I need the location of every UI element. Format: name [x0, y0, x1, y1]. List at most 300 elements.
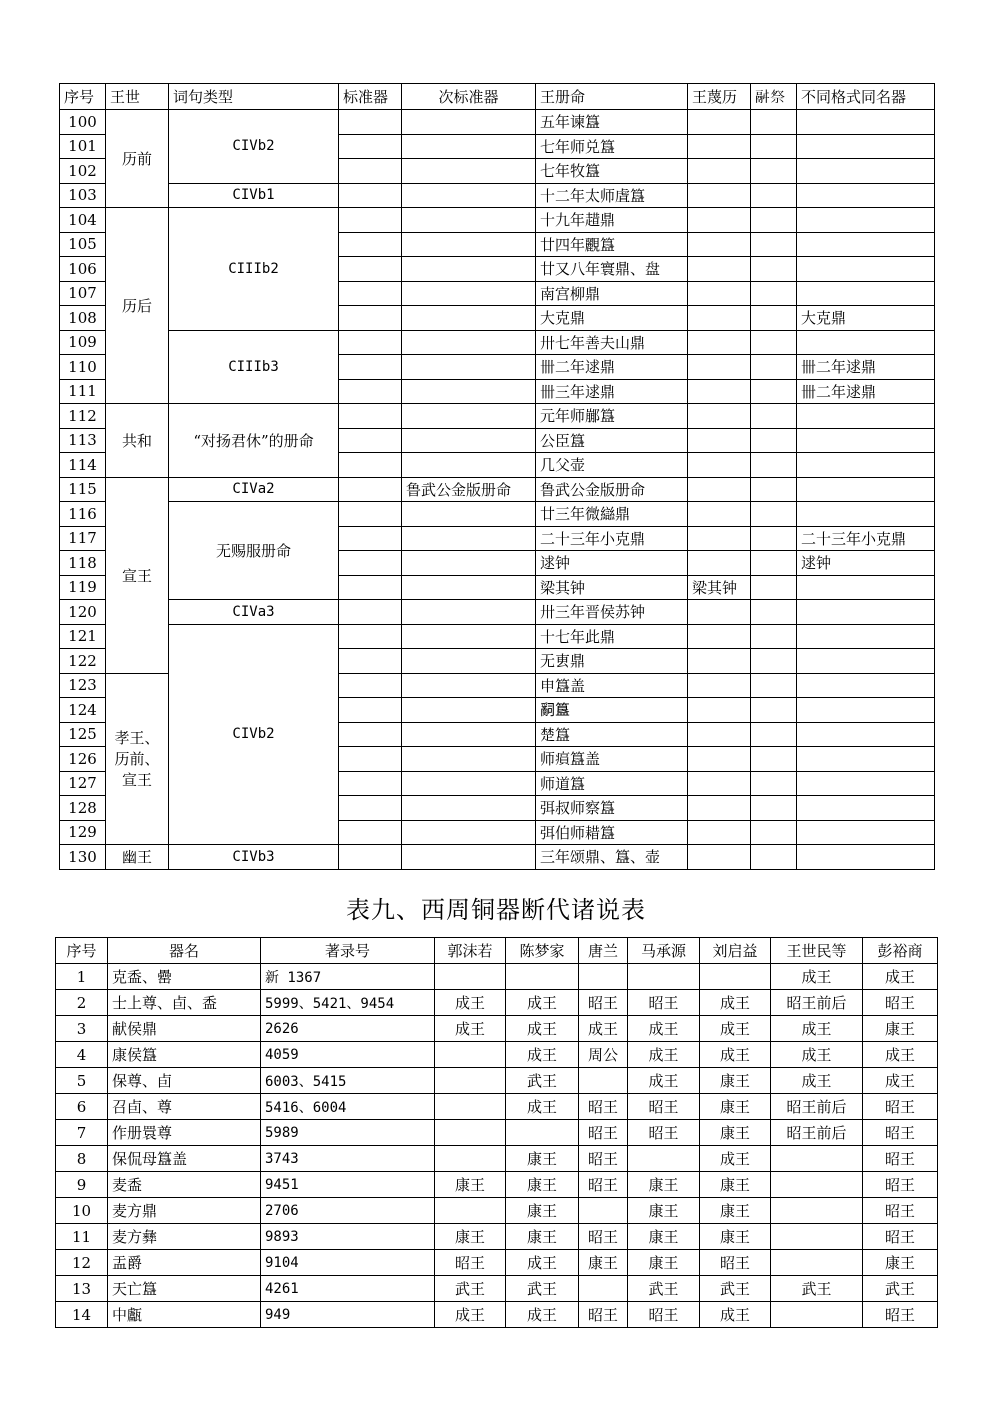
table-cell — [402, 257, 536, 282]
table-cell — [797, 453, 935, 478]
row-number: 111 — [60, 379, 106, 404]
table-cell — [751, 208, 797, 233]
dating-cell: 武王 — [863, 1276, 938, 1302]
table2-header-row — [56, 938, 938, 964]
row-number: 106 — [60, 257, 106, 282]
table2-body — [56, 964, 938, 1328]
table-cell — [402, 820, 536, 845]
table-cell — [688, 232, 751, 257]
catalog-number-cell: 5989 — [261, 1120, 435, 1146]
row-number: 123 — [60, 673, 106, 698]
table-cell — [797, 428, 935, 453]
row-number: 113 — [60, 428, 106, 453]
table-cell — [751, 330, 797, 355]
row-number: 108 — [60, 306, 106, 331]
header-cell: 彭裕商 — [863, 938, 938, 964]
dating-cell: 康王 — [628, 1250, 700, 1276]
table-cell — [751, 134, 797, 159]
header-cell: 陈梦家 — [506, 938, 579, 964]
dating-cell: 成王 — [628, 1042, 700, 1068]
table-cell — [688, 306, 751, 331]
table-row — [60, 330, 935, 355]
dating-cell — [435, 1042, 506, 1068]
table-cell: 申簋盖 — [536, 673, 688, 698]
row-number: 124 — [60, 698, 106, 723]
table-cell — [797, 747, 935, 772]
table-cell — [688, 379, 751, 404]
table-cell — [402, 698, 536, 723]
table-dating-opinions — [55, 937, 938, 1328]
table-cell — [751, 159, 797, 184]
table-cell — [339, 796, 402, 821]
table-cell — [797, 796, 935, 821]
dating-cell: 成王 — [771, 1068, 863, 1094]
row-number: 8 — [56, 1146, 108, 1172]
row-number: 10 — [56, 1198, 108, 1224]
dating-cell — [435, 1198, 506, 1224]
dating-cell: 昭王 — [863, 1198, 938, 1224]
table-cell — [402, 453, 536, 478]
table-cell — [339, 771, 402, 796]
table-row — [56, 990, 938, 1016]
table-cell: 元年师䣙簋 — [536, 404, 688, 429]
table-cell — [402, 845, 536, 870]
dating-cell: 武王 — [506, 1068, 579, 1094]
table-cell: 廿三年微䜌鼎 — [536, 502, 688, 527]
table-cell — [751, 796, 797, 821]
header-cell: 𩰫祭 — [751, 84, 797, 110]
dating-cell: 昭王 — [628, 1120, 700, 1146]
row-number: 105 — [60, 232, 106, 257]
table-cell — [688, 698, 751, 723]
phrase-type-cell: CIIIb3 — [169, 330, 339, 404]
dating-cell — [435, 964, 506, 990]
dating-cell: 成王 — [771, 1042, 863, 1068]
row-number: 5 — [56, 1068, 108, 1094]
vessel-name-cell: 献侯鼎 — [108, 1016, 261, 1042]
table-cell — [402, 379, 536, 404]
dating-cell: 成王 — [506, 1094, 579, 1120]
row-number: 7 — [56, 1120, 108, 1146]
header-cell: 标准器 — [339, 84, 402, 110]
dating-cell — [506, 964, 579, 990]
table-cell — [402, 281, 536, 306]
catalog-number-cell: 9451 — [261, 1172, 435, 1198]
table-cell — [339, 820, 402, 845]
row-number: 14 — [56, 1302, 108, 1328]
table-cell — [751, 453, 797, 478]
table-cell — [751, 820, 797, 845]
table-cell — [402, 673, 536, 698]
dating-cell: 昭王前后 — [771, 1120, 863, 1146]
header-cell: 王世 — [106, 84, 169, 110]
table-cell — [797, 502, 935, 527]
table-row — [56, 1250, 938, 1276]
header-cell: 器名 — [108, 938, 261, 964]
dating-cell — [579, 1198, 628, 1224]
dating-cell: 武王 — [628, 1276, 700, 1302]
dating-cell: 康王 — [863, 1016, 938, 1042]
dating-cell: 成王 — [579, 1016, 628, 1042]
table-cell — [751, 698, 797, 723]
table-cell: 二十三年小克鼎 — [536, 526, 688, 551]
vessel-name-cell: 中甗 — [108, 1302, 261, 1328]
table-cell: 七年牧簋 — [536, 159, 688, 184]
row-number: 128 — [60, 796, 106, 821]
table-cell — [339, 845, 402, 870]
table-cell — [688, 428, 751, 453]
table-cell: 梁其钟 — [536, 575, 688, 600]
table-cell — [402, 134, 536, 159]
catalog-number-cell: 9104 — [261, 1250, 435, 1276]
dating-cell: 昭王 — [579, 990, 628, 1016]
table-cell: 二十三年小克鼎 — [797, 526, 935, 551]
table-cell — [797, 232, 935, 257]
table-cell — [797, 477, 935, 502]
table-cell: 𤔲簋 — [536, 698, 688, 723]
dating-cell — [579, 1068, 628, 1094]
table-cell: 十九年趞鼎 — [536, 208, 688, 233]
table-cell — [402, 355, 536, 380]
header-cell: 次标准器 — [402, 84, 536, 110]
table-cell: 七年师兑簋 — [536, 134, 688, 159]
phrase-type-cell: CIVa2 — [169, 477, 339, 502]
table-cell: 卌三年逑鼎 — [536, 379, 688, 404]
table-cell — [688, 600, 751, 625]
vessel-name-cell: 保尊、卣 — [108, 1068, 261, 1094]
table-cell — [339, 428, 402, 453]
dating-cell: 昭王 — [863, 1094, 938, 1120]
table-cell — [688, 771, 751, 796]
table-cell — [688, 796, 751, 821]
dating-cell: 成王 — [700, 1016, 771, 1042]
catalog-number-cell: 2626 — [261, 1016, 435, 1042]
table-cell — [688, 624, 751, 649]
row-number: 125 — [60, 722, 106, 747]
dating-cell — [771, 1250, 863, 1276]
table-row — [56, 1068, 938, 1094]
table-cell: 逑钟 — [797, 551, 935, 576]
dating-cell: 成王 — [506, 1250, 579, 1276]
table-cell — [751, 404, 797, 429]
row-number: 122 — [60, 649, 106, 674]
header-cell: 唐兰 — [579, 938, 628, 964]
table-cell — [402, 502, 536, 527]
table-cell — [797, 600, 935, 625]
dating-cell — [771, 1224, 863, 1250]
header-cell: 王册命 — [536, 84, 688, 110]
table-cell — [402, 159, 536, 184]
catalog-number-cell: 3743 — [261, 1146, 435, 1172]
table-cell — [797, 820, 935, 845]
row-number: 101 — [60, 134, 106, 159]
table-cell — [339, 208, 402, 233]
table1-body — [60, 110, 935, 870]
row-number: 6 — [56, 1094, 108, 1120]
dating-cell: 康王 — [863, 1250, 938, 1276]
table-cell — [751, 477, 797, 502]
dating-cell — [435, 1068, 506, 1094]
table-cell: 楚簋 — [536, 722, 688, 747]
phrase-type-cell: 无赐服册命 — [169, 502, 339, 600]
table-cell — [339, 502, 402, 527]
table-row — [60, 110, 935, 135]
table-row — [56, 1224, 938, 1250]
dating-cell: 昭王 — [863, 1172, 938, 1198]
dating-cell: 康王 — [506, 1146, 579, 1172]
table-cell — [339, 232, 402, 257]
row-number: 1 — [56, 964, 108, 990]
row-number: 13 — [56, 1276, 108, 1302]
table-cell — [402, 624, 536, 649]
table-row — [60, 600, 935, 625]
table-cell: 十二年太师虘簋 — [536, 183, 688, 208]
table-cell — [339, 110, 402, 135]
dating-cell: 昭王 — [700, 1250, 771, 1276]
table-cell — [751, 428, 797, 453]
phrase-type-cell: “对扬君休”的册命 — [169, 404, 339, 478]
dating-cell: 昭王 — [863, 1224, 938, 1250]
table-cell — [751, 649, 797, 674]
table-cell — [797, 208, 935, 233]
dating-cell: 昭王 — [863, 1120, 938, 1146]
catalog-number-cell: 新 1367 — [261, 964, 435, 990]
table-cell — [402, 649, 536, 674]
dating-cell: 成王 — [435, 990, 506, 1016]
table-cell — [797, 673, 935, 698]
king-period-cell: 历后 — [106, 208, 169, 404]
table-cell — [688, 845, 751, 870]
vessel-name-cell: 克盉、罍 — [108, 964, 261, 990]
table-cell — [751, 355, 797, 380]
table-cell — [797, 771, 935, 796]
table-row — [60, 502, 935, 527]
table-cell — [339, 673, 402, 698]
table-cell — [751, 722, 797, 747]
table-cell: 逑钟 — [536, 551, 688, 576]
table-cell — [688, 453, 751, 478]
table-row — [56, 1198, 938, 1224]
catalog-number-cell: 6003、5415 — [261, 1068, 435, 1094]
table-cell — [339, 624, 402, 649]
table-cell — [751, 281, 797, 306]
table-cell — [402, 428, 536, 453]
table-cell — [797, 110, 935, 135]
catalog-number-cell: 4059 — [261, 1042, 435, 1068]
table-cell: 卅三年晋侯苏钟 — [536, 600, 688, 625]
phrase-type-cell: CIVb3 — [169, 845, 339, 870]
table-cell: 鲁武公金版册命 — [402, 477, 536, 502]
header-cell: 序号 — [56, 938, 108, 964]
table-cell: 师道簋 — [536, 771, 688, 796]
row-number: 120 — [60, 600, 106, 625]
row-number: 112 — [60, 404, 106, 429]
dating-cell: 昭王 — [628, 1094, 700, 1120]
catalog-number-cell: 4261 — [261, 1276, 435, 1302]
header-cell: 刘启益 — [700, 938, 771, 964]
table-cell — [688, 404, 751, 429]
table-cell: 鲁武公金版册命 — [536, 477, 688, 502]
table-cell — [339, 649, 402, 674]
dating-cell — [771, 1172, 863, 1198]
table-cell — [402, 330, 536, 355]
dating-cell: 成王 — [863, 1042, 938, 1068]
table-cell — [797, 159, 935, 184]
row-number: 119 — [60, 575, 106, 600]
row-number: 121 — [60, 624, 106, 649]
table-cell — [402, 575, 536, 600]
header-cell: 马承源 — [628, 938, 700, 964]
table-row — [60, 477, 935, 502]
table-row — [56, 1302, 938, 1328]
table-cell: 卌二年逑鼎 — [797, 379, 935, 404]
table-cell — [402, 526, 536, 551]
table-cell — [797, 624, 935, 649]
table-cell — [751, 183, 797, 208]
vessel-name-cell: 麦方彝 — [108, 1224, 261, 1250]
row-number: 4 — [56, 1042, 108, 1068]
table-cell: 南宫柳鼎 — [536, 281, 688, 306]
table-row — [56, 1094, 938, 1120]
dating-cell — [579, 1276, 628, 1302]
catalog-number-cell: 949 — [261, 1302, 435, 1328]
table-cell — [688, 649, 751, 674]
dating-cell: 康王 — [700, 1224, 771, 1250]
table-cell — [339, 453, 402, 478]
table-cell — [339, 330, 402, 355]
header-cell: 不同格式同名器 — [797, 84, 935, 110]
dating-cell: 昭王 — [579, 1224, 628, 1250]
table-cell — [751, 257, 797, 282]
table-cell — [797, 575, 935, 600]
dating-cell: 昭王 — [863, 1302, 938, 1328]
table-cell — [402, 551, 536, 576]
dating-cell — [628, 1146, 700, 1172]
table-cell — [402, 232, 536, 257]
header-cell: 郭沫若 — [435, 938, 506, 964]
table-cell: 五年谏簋 — [536, 110, 688, 135]
table-cell: 无叀鼎 — [536, 649, 688, 674]
row-number: 127 — [60, 771, 106, 796]
table-cell — [688, 281, 751, 306]
table-cell — [797, 257, 935, 282]
dating-cell — [579, 964, 628, 990]
row-number: 115 — [60, 477, 106, 502]
catalog-number-cell: 5416、6004 — [261, 1094, 435, 1120]
dating-cell: 昭王 — [628, 990, 700, 1016]
table-cell — [751, 624, 797, 649]
dating-cell — [771, 1302, 863, 1328]
row-number: 116 — [60, 502, 106, 527]
table-cell — [339, 698, 402, 723]
dating-cell — [435, 1146, 506, 1172]
dating-cell: 武王 — [506, 1276, 579, 1302]
table-cell — [339, 379, 402, 404]
table-cell: 梁其钟 — [688, 575, 751, 600]
table-row — [60, 624, 935, 649]
dating-cell: 成王 — [863, 964, 938, 990]
table-cell — [339, 551, 402, 576]
table-cell — [339, 159, 402, 184]
table-row — [56, 1042, 938, 1068]
table-cell — [797, 698, 935, 723]
table-cell — [751, 845, 797, 870]
dating-cell: 康王 — [628, 1198, 700, 1224]
table-cell — [797, 330, 935, 355]
vessel-name-cell: 康侯簋 — [108, 1042, 261, 1068]
vessel-name-cell: 盂爵 — [108, 1250, 261, 1276]
dating-cell: 成王 — [435, 1016, 506, 1042]
table-cell — [688, 208, 751, 233]
dating-cell: 昭王 — [579, 1146, 628, 1172]
dating-cell: 成王 — [506, 990, 579, 1016]
table-cell — [751, 502, 797, 527]
row-number: 3 — [56, 1016, 108, 1042]
table-cell — [688, 551, 751, 576]
table-cell — [797, 649, 935, 674]
dating-cell: 康王 — [700, 1094, 771, 1120]
header-cell: 王世民等 — [771, 938, 863, 964]
table-cell — [688, 747, 751, 772]
catalog-number-cell: 5999、5421、9454 — [261, 990, 435, 1016]
table-cell — [339, 575, 402, 600]
dating-cell: 昭王 — [628, 1302, 700, 1328]
table-row — [60, 208, 935, 233]
dating-cell: 康王 — [435, 1224, 506, 1250]
table-row — [56, 964, 938, 990]
dating-cell: 昭王前后 — [771, 990, 863, 1016]
catalog-number-cell: 2706 — [261, 1198, 435, 1224]
table-cell — [339, 526, 402, 551]
row-number: 107 — [60, 281, 106, 306]
table-cell — [402, 208, 536, 233]
dating-cell: 成王 — [771, 964, 863, 990]
dating-cell: 成王 — [506, 1016, 579, 1042]
king-period-cell: 孝王、 历前、 宣王 — [106, 673, 169, 845]
dating-cell: 成王 — [628, 1068, 700, 1094]
dating-cell: 康王 — [700, 1068, 771, 1094]
table-cell: 卅七年善夫山鼎 — [536, 330, 688, 355]
dating-cell — [435, 1094, 506, 1120]
row-number: 110 — [60, 355, 106, 380]
dating-cell: 昭王 — [579, 1094, 628, 1120]
table-cell — [688, 183, 751, 208]
dating-cell: 成王 — [863, 1068, 938, 1094]
row-number: 12 — [56, 1250, 108, 1276]
table-cell — [688, 722, 751, 747]
table1-header-row — [60, 84, 935, 110]
dating-cell — [506, 1120, 579, 1146]
row-number: 103 — [60, 183, 106, 208]
table-cell — [402, 722, 536, 747]
table-cell — [751, 306, 797, 331]
dating-cell: 武王 — [700, 1276, 771, 1302]
phrase-type-cell: CIVb2 — [169, 624, 339, 845]
table-cell — [339, 183, 402, 208]
row-number: 11 — [56, 1224, 108, 1250]
row-number: 118 — [60, 551, 106, 576]
table-cell — [402, 747, 536, 772]
dating-cell: 康王 — [579, 1250, 628, 1276]
header-cell: 王蔑历 — [688, 84, 751, 110]
table-cell — [339, 404, 402, 429]
dating-cell: 康王 — [700, 1120, 771, 1146]
dating-cell: 康王 — [435, 1172, 506, 1198]
row-number: 130 — [60, 845, 106, 870]
table-cell — [402, 404, 536, 429]
table-cell — [339, 281, 402, 306]
king-period-cell: 历前 — [106, 110, 169, 208]
